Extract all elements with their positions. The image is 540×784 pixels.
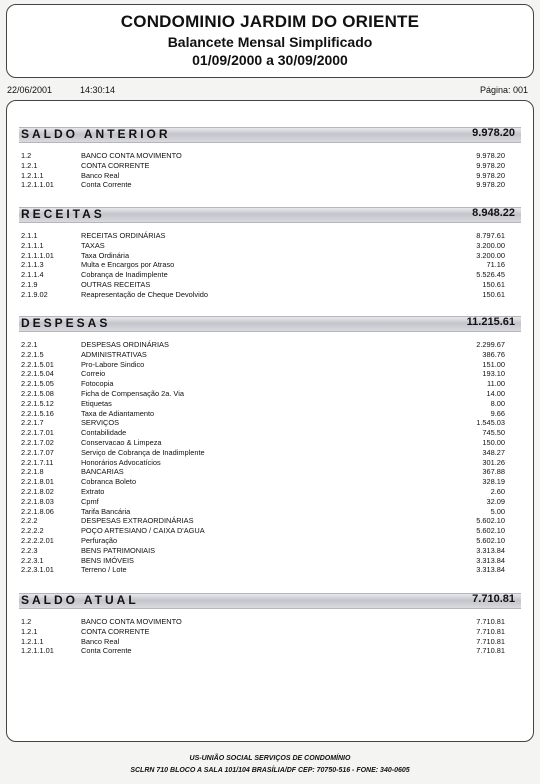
account-code: 2.1.9.02 (21, 289, 48, 299)
account-row (19, 280, 521, 290)
account-row (19, 350, 521, 360)
account-description: Terreno / Lote (81, 565, 127, 575)
account-value: 150.00 (482, 437, 505, 447)
account-description: SERVIÇOS (81, 418, 120, 428)
account-description: RECEITAS ORDINÁRIAS (81, 231, 166, 240)
account-description: BANCARIAS (81, 467, 124, 477)
section-rows (19, 231, 521, 300)
section-rows (19, 340, 521, 575)
account-description: Fotocopia (81, 379, 114, 389)
account-code: 2.2.3.1.01 (21, 565, 54, 575)
account-value: 2.60 (490, 486, 505, 496)
account-code: 1.2.1.1 (21, 636, 44, 646)
account-code: 2.2.2 (21, 516, 38, 526)
account-row (19, 428, 521, 438)
section-saldo-atual (19, 593, 521, 656)
account-code: 2.1.1.1 (21, 240, 44, 250)
account-value: 151.00 (482, 359, 505, 369)
account-code: 1.2.1.1 (21, 170, 44, 180)
account-code: 2.2.1.5.08 (21, 388, 54, 398)
account-code: 1.2 (21, 617, 32, 626)
account-code: 1.2 (21, 151, 32, 160)
account-value: 9.978.20 (476, 170, 505, 180)
report-title: CONDOMINIO JARDIM DO ORIENTE (120, 12, 420, 31)
account-row (19, 617, 521, 627)
page-number: Página: 001 (479, 85, 528, 95)
account-description: Cobranca Boleto (81, 477, 137, 487)
report-body (6, 100, 534, 742)
account-description: Conta Corrente (81, 180, 132, 190)
report-period: 01/09/2000 a 30/09/2000 (192, 52, 348, 68)
account-code: 2.2.1.8.06 (21, 506, 54, 516)
account-value: 11.00 (487, 379, 505, 389)
account-value: 3.200.00 (476, 250, 505, 260)
account-description: Conta Corrente (81, 646, 132, 656)
account-row (19, 241, 521, 251)
account-description: Taxa Ordinária (81, 250, 130, 260)
account-description: Serviço de Cobrança de Inadimplente (81, 447, 205, 457)
account-description: TAXAS (81, 240, 105, 250)
section-despesas (19, 316, 521, 575)
section-receitas (19, 207, 521, 300)
account-description: Tarifa Bancária (81, 506, 131, 516)
account-value: 5.602.10 (476, 526, 505, 536)
account-value: 3.313.84 (476, 555, 505, 565)
account-code: 2.2.1.5.12 (21, 398, 54, 408)
account-code: 2.2.2.2 (21, 526, 44, 536)
account-description: Etiquetas (81, 398, 112, 408)
account-value: 5.00 (490, 506, 505, 516)
report-subtitle: Balancete Mensal Simplificado (167, 34, 373, 50)
account-code: 1.2.1 (21, 160, 38, 170)
account-value: 150.61 (482, 289, 505, 299)
account-value: 7.710.81 (476, 646, 505, 656)
account-value: 367.88 (482, 467, 505, 477)
account-value: 301.26 (482, 457, 505, 467)
account-value: 9.66 (490, 408, 505, 418)
account-code: 2.2.1.7.02 (21, 437, 54, 447)
account-row (19, 251, 521, 261)
account-row (19, 448, 521, 458)
account-description: Cpmf (81, 496, 99, 506)
account-code: 1.2.1.1.01 (21, 646, 54, 656)
account-description: DESPESAS EXTRAORDINÁRIAS (81, 516, 194, 526)
account-code: 2.2.1.5.01 (21, 359, 54, 369)
account-row (19, 565, 521, 575)
account-value: 2.299.67 (476, 340, 505, 349)
account-code: 2.2.1.5.05 (21, 379, 54, 389)
account-code: 2.1.1.4 (21, 270, 44, 280)
account-code: 2.1.1 (21, 231, 38, 240)
report-header (6, 4, 534, 78)
account-row (19, 507, 521, 517)
account-description: Extrato (81, 486, 105, 496)
account-description: Cobrança de Inadimplente (81, 270, 168, 280)
account-description: Conservacao & Limpeza (81, 437, 162, 447)
print-time: 14:30:14 (80, 85, 116, 95)
account-row (19, 340, 521, 350)
account-description: Ficha de Compensação 2a. Via (81, 388, 184, 398)
account-code: 2.2.1.7.01 (21, 428, 54, 438)
section-header (19, 127, 521, 143)
account-code: 2.2.1.7 (21, 418, 44, 428)
account-row (19, 180, 521, 190)
account-row (19, 536, 521, 546)
account-value: 3.313.84 (476, 565, 505, 575)
account-row (19, 360, 521, 370)
account-value: 150.61 (482, 279, 505, 289)
section-rows (19, 151, 521, 190)
account-description: DESPESAS ORDINÁRIAS (81, 340, 169, 349)
account-value: 71.16 (486, 260, 505, 270)
footer-address: SCLRN 710 BLOCO A SALA 101/104 BRASÍLIA/DF CEP: 70750-516 - FONE: 340-0605 (130, 767, 410, 774)
account-row (19, 646, 521, 656)
account-row (19, 458, 521, 468)
account-row (19, 546, 521, 556)
account-code: 2.2.1.8.01 (21, 477, 54, 487)
account-description: OUTRAS RECEITAS (81, 279, 151, 289)
account-row (19, 627, 521, 637)
account-description: BANCO CONTA MOVIMENTO (81, 151, 182, 160)
account-row (19, 260, 521, 270)
account-row (19, 438, 521, 448)
account-description: Multa e Encargos por Atraso (81, 260, 175, 270)
account-code: 2.1.1.1.01 (21, 250, 54, 260)
section-total: 11.215.61 (466, 316, 515, 328)
print-date: 22/06/2001 (7, 85, 53, 95)
account-value: 8.00 (490, 398, 505, 408)
account-row (19, 516, 521, 526)
account-description: BENS IMÓVEIS (81, 555, 134, 565)
account-value: 1.545.03 (476, 418, 505, 428)
account-description: Honorários Advocatícios (81, 457, 161, 467)
footer-company: US-UNIÃO SOCIAL SERVIÇOS DE CONDOMÍNIO (189, 755, 351, 762)
account-value: 9.978.20 (476, 180, 505, 190)
account-row (19, 556, 521, 566)
account-code: 1.2.1 (21, 626, 38, 636)
section-total: 8.948.22 (472, 207, 515, 219)
account-code: 2.2.1.5.16 (21, 408, 54, 418)
account-description: CONTA CORRENTE (81, 160, 150, 170)
account-value: 9.978.20 (476, 151, 505, 160)
account-value: 14.00 (486, 388, 505, 398)
account-row (19, 637, 521, 647)
account-code: 1.2.1.1.01 (21, 180, 54, 190)
account-code: 2.1.1.3 (21, 260, 44, 270)
account-row (19, 171, 521, 181)
account-row (19, 379, 521, 389)
account-code: 2.2.1 (21, 340, 38, 349)
section-header (19, 207, 521, 223)
account-value: 5.602.10 (476, 516, 505, 526)
account-value: 386.76 (482, 349, 505, 359)
account-row (19, 467, 521, 477)
section-total: 9.978.20 (472, 127, 515, 139)
account-description: Taxa de Adiantamento (81, 408, 155, 418)
account-row (19, 161, 521, 171)
account-code: 2.1.9 (21, 279, 38, 289)
section-header (19, 316, 521, 332)
account-row (19, 409, 521, 419)
section-title: RECEITAS (21, 207, 105, 221)
account-value: 32.09 (486, 496, 505, 506)
account-value: 3.313.84 (476, 545, 505, 555)
account-description: CONTA CORRENTE (81, 626, 150, 636)
account-row (19, 369, 521, 379)
account-value: 745.50 (482, 428, 505, 438)
section-total: 7.710.81 (472, 593, 515, 605)
account-row (19, 497, 521, 507)
account-description: Perfuração (81, 535, 118, 545)
account-row (19, 270, 521, 280)
account-description: ADMINISTRATIVAS (81, 349, 147, 359)
account-code: 2.2.2.2.01 (21, 535, 54, 545)
account-row (19, 389, 521, 399)
account-code: 2.2.1.7.11 (21, 457, 54, 467)
account-description: BENS PATRIMONIAIS (81, 545, 156, 555)
account-value: 3.200.00 (476, 240, 505, 250)
account-description: POÇO ARTESIANO / CAIXA D'AGUA (81, 526, 205, 536)
account-row (19, 399, 521, 409)
account-row (19, 151, 521, 161)
account-row (19, 477, 521, 487)
section-title: SALDO ANTERIOR (21, 127, 171, 141)
account-row (19, 526, 521, 536)
account-code: 2.2.3 (21, 545, 38, 555)
section-saldo-anterior (19, 127, 521, 190)
account-description: Banco Real (81, 636, 120, 646)
section-title: SALDO ATUAL (21, 593, 139, 607)
account-value: 8.797.61 (476, 231, 505, 240)
account-code: 2.2.1.8.03 (21, 496, 54, 506)
account-code: 2.2.3.1 (21, 555, 44, 565)
account-code: 2.2.1.8 (21, 467, 44, 477)
account-row (19, 487, 521, 497)
account-description: Correio (81, 369, 106, 379)
account-description: Contabilidade (81, 428, 127, 438)
account-value: 9.978.20 (476, 160, 505, 170)
account-description: BANCO CONTA MOVIMENTO (81, 617, 182, 626)
section-rows (19, 617, 521, 656)
account-description: Banco Real (81, 170, 120, 180)
account-value: 7.710.81 (476, 626, 505, 636)
section-header (19, 593, 521, 609)
account-value: 5.526.45 (476, 270, 505, 280)
account-description: Reapresentação de Cheque Devolvido (81, 289, 208, 299)
account-row (19, 418, 521, 428)
account-row (19, 290, 521, 300)
account-value: 348.27 (482, 447, 505, 457)
account-description: Pro-Labore Sindico (81, 359, 145, 369)
account-value: 7.710.81 (476, 617, 505, 626)
account-code: 2.2.1.7.07 (21, 447, 54, 457)
account-value: 5.602.10 (476, 535, 505, 545)
account-code: 2.2.1.8.02 (21, 486, 54, 496)
account-code: 2.2.1.5 (21, 349, 44, 359)
account-row (19, 231, 521, 241)
section-title: DESPESAS (21, 316, 111, 330)
account-code: 2.2.1.5.04 (21, 369, 54, 379)
account-value: 328.19 (482, 477, 505, 487)
account-value: 7.710.81 (476, 636, 505, 646)
account-value: 193.10 (482, 369, 505, 379)
